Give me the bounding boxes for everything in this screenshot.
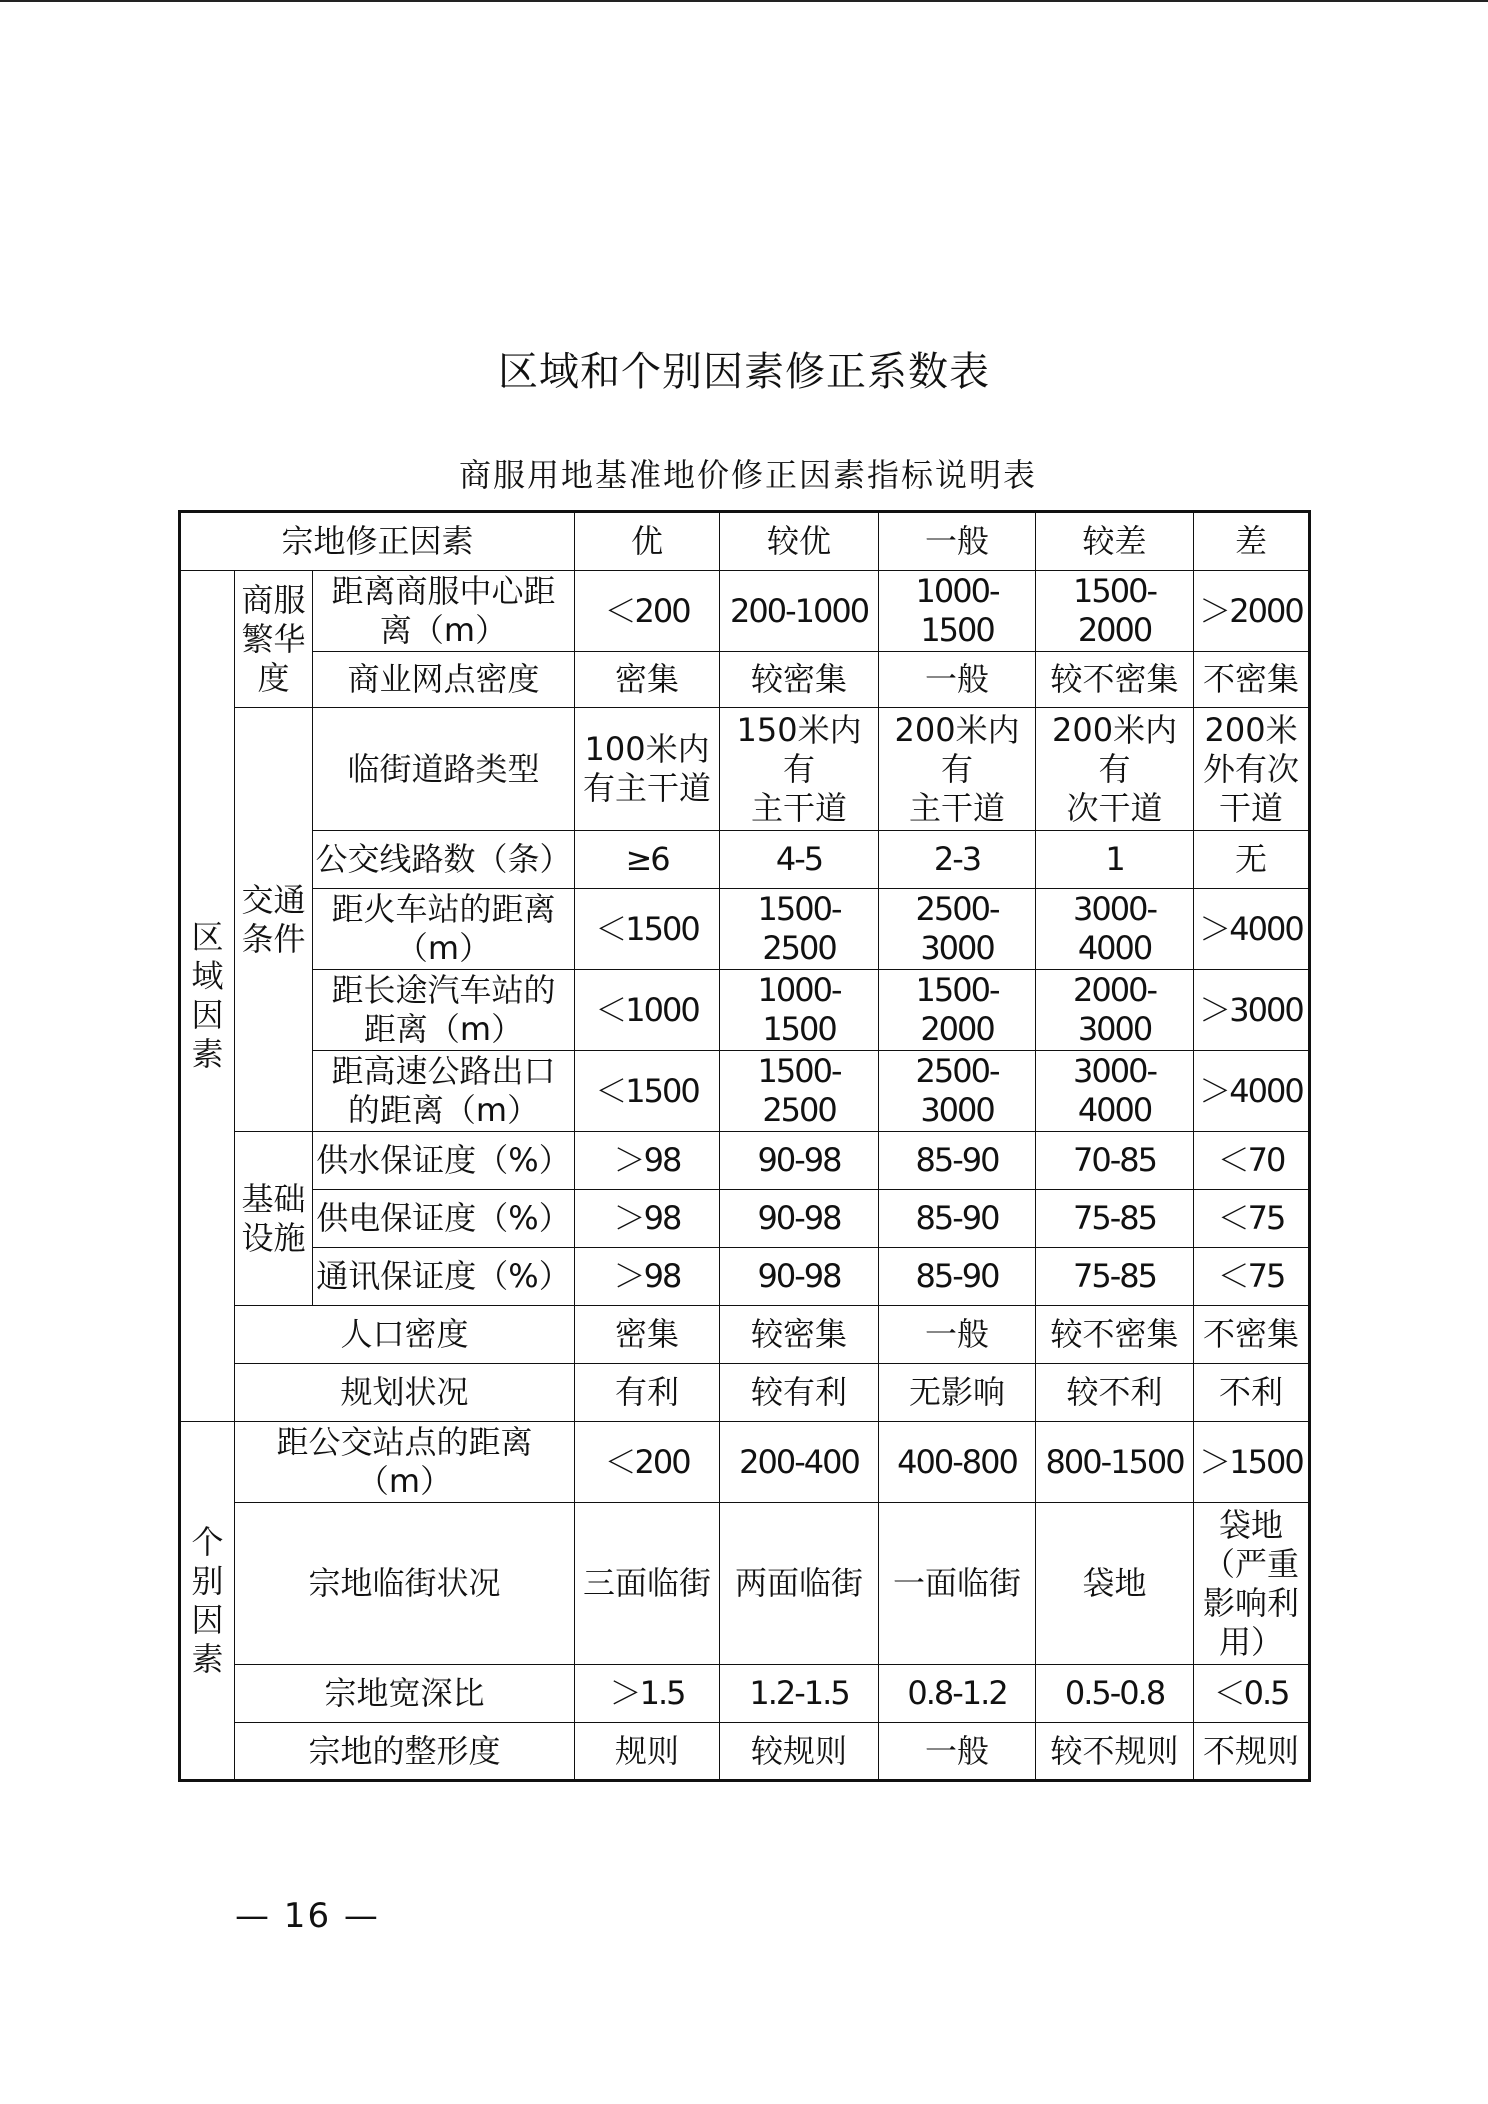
factor-cell: 距长途汽车站的 距离（m） bbox=[313, 970, 575, 1051]
value-cell: 袋地 （严重 影响利 用） bbox=[1194, 1503, 1310, 1665]
value-cell: 不利 bbox=[1194, 1364, 1310, 1422]
value-cell: 200-400 bbox=[720, 1422, 879, 1503]
value-cell: ＜1500 bbox=[575, 1051, 720, 1132]
group-commerce: 商服 繁华 度 bbox=[235, 571, 313, 708]
table-row bbox=[180, 1364, 1310, 1422]
value-cell: 有利 bbox=[575, 1364, 720, 1422]
value-cell: 2000-3000 bbox=[1036, 970, 1194, 1051]
value-cell: 密集 bbox=[575, 652, 720, 708]
value-cell: 两面临街 bbox=[720, 1503, 879, 1665]
value-cell: ＞98 bbox=[575, 1248, 720, 1306]
factor-cell: 宗地宽深比 bbox=[235, 1665, 575, 1723]
value-cell: 1500-2000 bbox=[879, 970, 1036, 1051]
value-cell: 无 bbox=[1194, 831, 1310, 889]
correction-factor-table bbox=[178, 510, 1311, 1782]
group-individual: 个 别 因 素 bbox=[180, 1422, 235, 1781]
value-cell: 较不规则 bbox=[1036, 1723, 1194, 1781]
value-cell: ＜1000 bbox=[575, 970, 720, 1051]
factor-cell: 宗地的整形度 bbox=[235, 1723, 575, 1781]
table-row bbox=[180, 831, 1310, 889]
value-cell: 85-90 bbox=[879, 1248, 1036, 1306]
group-infrastructure: 基础 设施 bbox=[235, 1132, 313, 1306]
value-cell: 400-800 bbox=[879, 1422, 1036, 1503]
factor-cell: 距高速公路出口 的距离（m） bbox=[313, 1051, 575, 1132]
value-cell: 1500-2500 bbox=[720, 1051, 879, 1132]
value-cell: 密集 bbox=[575, 1306, 720, 1364]
value-cell: 75-85 bbox=[1036, 1190, 1194, 1248]
value-cell: ＜75 bbox=[1194, 1248, 1310, 1306]
value-cell: 200米内 有 主干道 bbox=[879, 708, 1036, 831]
value-cell: 2500-3000 bbox=[879, 889, 1036, 970]
value-cell: 一般 bbox=[879, 1723, 1036, 1781]
factor-cell: 供电保证度（%） bbox=[313, 1190, 575, 1248]
value-cell: 85-90 bbox=[879, 1132, 1036, 1190]
value-cell: 2-3 bbox=[879, 831, 1036, 889]
factor-cell: 距公交站点的距离 （m） bbox=[235, 1422, 575, 1503]
factor-cell: 宗地临街状况 bbox=[235, 1503, 575, 1665]
value-cell: 较不密集 bbox=[1036, 652, 1194, 708]
value-cell: ＞1.5 bbox=[575, 1665, 720, 1723]
value-cell: ＞4000 bbox=[1194, 889, 1310, 970]
table-caption: 商服用地基准地价修正因素指标说明表 bbox=[458, 456, 1037, 494]
value-cell: 较不密集 bbox=[1036, 1306, 1194, 1364]
value-cell: 较有利 bbox=[720, 1364, 879, 1422]
value-cell: 1500-2500 bbox=[720, 889, 879, 970]
value-cell: 1500-2000 bbox=[1036, 571, 1194, 652]
value-cell: 无影响 bbox=[879, 1364, 1036, 1422]
factor-cell: 临街道路类型 bbox=[313, 708, 575, 831]
factor-cell: 公交线路数（条） bbox=[313, 831, 575, 889]
value-cell: ＜75 bbox=[1194, 1190, 1310, 1248]
header-factor: 宗地修正因素 bbox=[180, 512, 575, 571]
value-cell: 3000-4000 bbox=[1036, 1051, 1194, 1132]
value-cell: ＜200 bbox=[575, 1422, 720, 1503]
factor-cell: 距离商服中心距 离（m） bbox=[313, 571, 575, 652]
header-row bbox=[180, 512, 1310, 571]
value-cell: 200米 外有次 干道 bbox=[1194, 708, 1310, 831]
value-cell: ＞1500 bbox=[1194, 1422, 1310, 1503]
value-cell: 200米内 有 次干道 bbox=[1036, 708, 1194, 831]
page-number: — 16 — bbox=[235, 1896, 380, 1936]
value-cell: 100米内 有主干道 bbox=[575, 708, 720, 831]
value-cell: 较不利 bbox=[1036, 1364, 1194, 1422]
value-cell: 150米内 有 主干道 bbox=[720, 708, 879, 831]
value-cell: 90-98 bbox=[720, 1190, 879, 1248]
value-cell: ≥6 bbox=[575, 831, 720, 889]
group-traffic: 交通 条件 bbox=[235, 708, 313, 1132]
value-cell: 2500-3000 bbox=[879, 1051, 1036, 1132]
table-row bbox=[180, 571, 1310, 652]
value-cell: ＞3000 bbox=[1194, 970, 1310, 1051]
value-cell: 0.8-1.2 bbox=[879, 1665, 1036, 1723]
factor-cell: 距火车站的距离 （m） bbox=[313, 889, 575, 970]
value-cell: 一般 bbox=[879, 652, 1036, 708]
value-cell: 三面临街 bbox=[575, 1503, 720, 1665]
table-row bbox=[180, 1248, 1310, 1306]
value-cell: 不密集 bbox=[1194, 652, 1310, 708]
factor-cell: 通讯保证度（%） bbox=[313, 1248, 575, 1306]
value-cell: 85-90 bbox=[879, 1190, 1036, 1248]
value-cell: 4-5 bbox=[720, 831, 879, 889]
value-cell: 70-85 bbox=[1036, 1132, 1194, 1190]
value-cell: 较密集 bbox=[720, 1306, 879, 1364]
value-cell: 0.5-0.8 bbox=[1036, 1665, 1194, 1723]
value-cell: 不密集 bbox=[1194, 1306, 1310, 1364]
header-average: 一般 bbox=[879, 512, 1036, 571]
table-row bbox=[180, 1132, 1310, 1190]
value-cell: 800-1500 bbox=[1036, 1422, 1194, 1503]
value-cell: 1000-1500 bbox=[720, 970, 879, 1051]
header-poor: 较差 bbox=[1036, 512, 1194, 571]
table-row bbox=[180, 889, 1310, 970]
value-cell: 较规则 bbox=[720, 1723, 879, 1781]
table-row bbox=[180, 1665, 1310, 1723]
header-worst: 差 bbox=[1194, 512, 1310, 571]
table-row bbox=[180, 1051, 1310, 1132]
value-cell: 200-1000 bbox=[720, 571, 879, 652]
top-border-line bbox=[0, 0, 1488, 2]
value-cell: 1 bbox=[1036, 831, 1194, 889]
value-cell: 90-98 bbox=[720, 1248, 879, 1306]
value-cell: 袋地 bbox=[1036, 1503, 1194, 1665]
value-cell: ＞4000 bbox=[1194, 1051, 1310, 1132]
value-cell: ＜0.5 bbox=[1194, 1665, 1310, 1723]
value-cell: 1.2-1.5 bbox=[720, 1665, 879, 1723]
group-region: 区 域 因 素 bbox=[180, 571, 235, 1422]
value-cell: ＞98 bbox=[575, 1132, 720, 1190]
value-cell: ＜70 bbox=[1194, 1132, 1310, 1190]
value-cell: 一面临街 bbox=[879, 1503, 1036, 1665]
table-row bbox=[180, 970, 1310, 1051]
value-cell: ＞2000 bbox=[1194, 571, 1310, 652]
value-cell: 3000-4000 bbox=[1036, 889, 1194, 970]
value-cell: ＞98 bbox=[575, 1190, 720, 1248]
value-cell: 75-85 bbox=[1036, 1248, 1194, 1306]
value-cell: ＜200 bbox=[575, 571, 720, 652]
table-row bbox=[180, 708, 1310, 831]
value-cell: 不规则 bbox=[1194, 1723, 1310, 1781]
table-row bbox=[180, 652, 1310, 708]
factor-cell: 人口密度 bbox=[235, 1306, 575, 1364]
header-excellent: 优 bbox=[575, 512, 720, 571]
factor-cell: 供水保证度（%） bbox=[313, 1132, 575, 1190]
value-cell: 一般 bbox=[879, 1306, 1036, 1364]
table-row bbox=[180, 1306, 1310, 1364]
page-title: 区域和个别因素修正系数表 bbox=[498, 349, 990, 395]
table-row bbox=[180, 1503, 1310, 1665]
value-cell: 90-98 bbox=[720, 1132, 879, 1190]
table-row bbox=[180, 1190, 1310, 1248]
table-row bbox=[180, 1422, 1310, 1503]
value-cell: 规则 bbox=[575, 1723, 720, 1781]
table-row bbox=[180, 1723, 1310, 1781]
header-good: 较优 bbox=[720, 512, 879, 571]
value-cell: 1000-1500 bbox=[879, 571, 1036, 652]
factor-cell: 规划状况 bbox=[235, 1364, 575, 1422]
value-cell: ＜1500 bbox=[575, 889, 720, 970]
factor-cell: 商业网点密度 bbox=[313, 652, 575, 708]
value-cell: 较密集 bbox=[720, 652, 879, 708]
